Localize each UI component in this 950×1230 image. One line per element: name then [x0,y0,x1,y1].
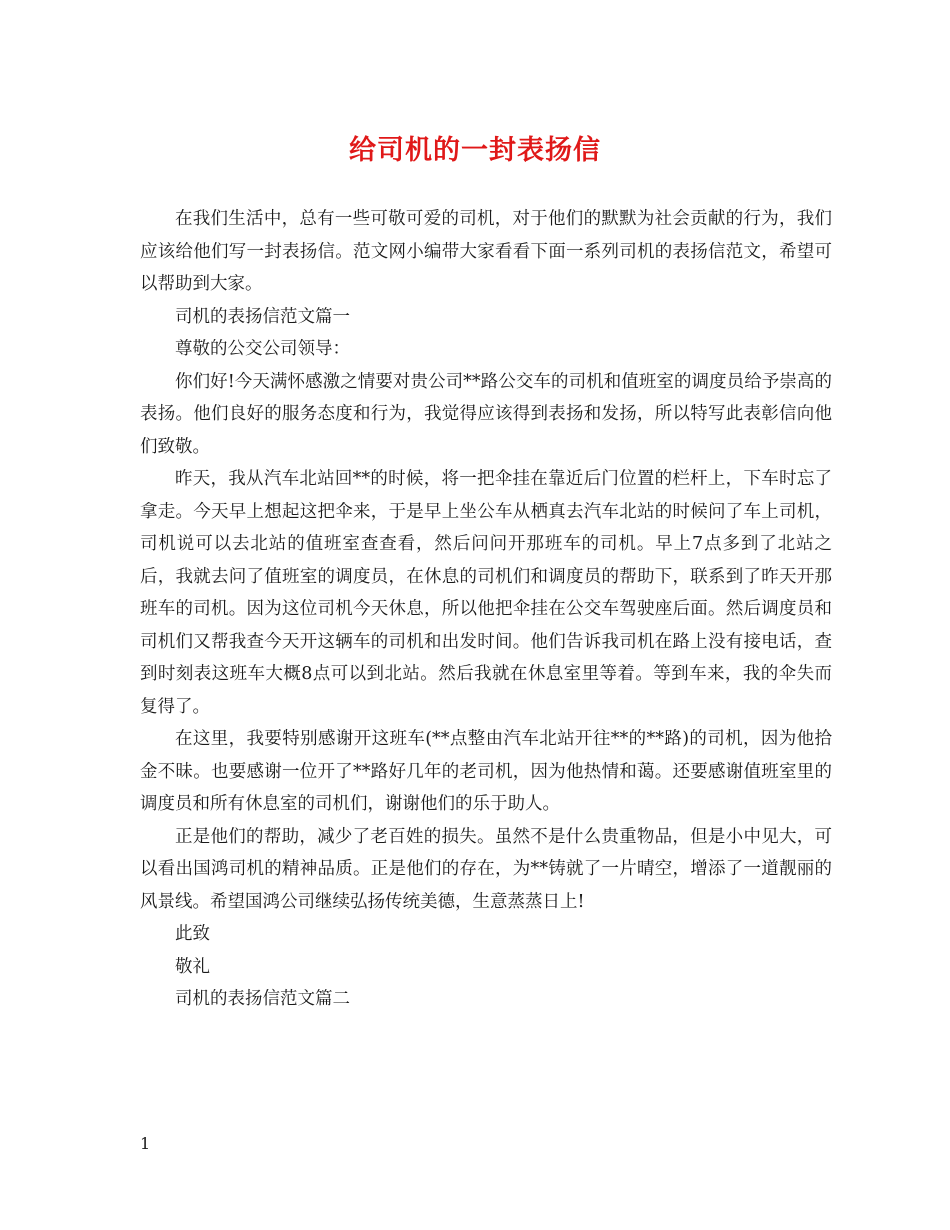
letter-closing: 此致 [175,924,210,944]
paragraph-thanks: 在这里，我要特别感谢开这班车(**点整由汽车北站开往**的**路)的司机，因为他拾金不昧。也要感谢一位开了**路好几年的老司机，因为他热情和蔼。还要感谢值班室里的调度员和所有休息室的司机们，谢谢他们的乐于助人。 [140,729,832,814]
section-heading-2: 司机的表扬信范文篇二 [175,989,350,1009]
page-number: 1 [140,1134,151,1153]
paragraph-intro: 在我们生活中，总有一些可敬可爱的司机，对于他们的默默为社会贡献的行为，我们应该给他们写一封表扬信。范文网小编带大家看看下面一系列司机的表扬信范文，希望可以帮助到大家。 [140,209,832,294]
document-title: 给司机的一封表扬信 [349,135,601,166]
letter-regards: 敬礼 [175,956,210,977]
document-body [140,203,832,1016]
paragraph-greeting: 你们好!今天满怀感激之情要对贵公司**路公交车的司机和值班室的调度员给予崇高的表扬。他们良好的服务态度和行为，我觉得应该得到表扬和发扬，所以特写此表彰信向他们致敬。 [140,371,832,457]
paragraph-story: 昨天，我从汽车北站回**的时候，将一把伞挂在靠近后门位置的栏杆上，下车时忘了拿走。今天早上想起这把伞来，于是早上坐公车从栖真去汽车北站的时候问了车上司机，司机说可以去北站的值班室查查看，然后问问开那班车的司机。早上7点多到了北站之后，我就去问了值班室的调度员，在休息的司机们和调度员的帮助下，联系到了昨天开那班车的司机。因为这位司机今天休息，所以他把伞挂在公交车驾驶座后面。然后调度员和司机们又帮我查今天开这辆车的司机和出发时间。他们告诉我司机在路上没有接电话，查到时刻表这班车大概8点可以到北站。然后我就在休息室里等着。等到车来，我的伞失而复得了。 [140,469,832,717]
paragraph-praise: 正是他们的帮助，减少了老百姓的损失。虽然不是什么贵重物品，但是小中见大，可以看出国鸿司机的精神品质。正是他们的存在，为**铸就了一片晴空，增添了一道靓丽的风景线。希望国鸿公司继续弘扬传统美德，生意蒸蒸日上! [140,826,832,912]
letter-salutation: 尊敬的公交公司领导： [175,339,350,359]
section-heading-1: 司机的表扬信范文篇一 [175,306,350,327]
